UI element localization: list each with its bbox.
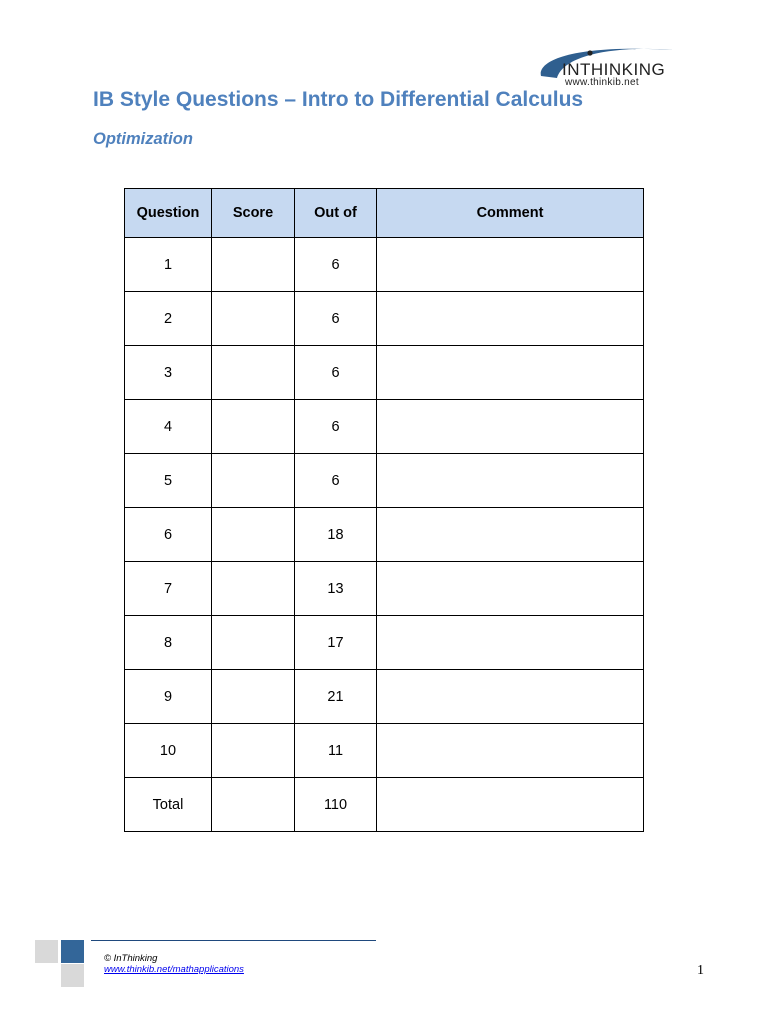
page-number: 1: [697, 963, 704, 978]
cell-score: [212, 454, 295, 508]
header-score: Score: [212, 189, 295, 238]
table-row: [125, 562, 644, 616]
cell-question: 8: [125, 616, 212, 670]
logo-url: www.thinkib.net: [565, 77, 639, 88]
cell-comment: [377, 292, 644, 346]
logo-wordmark: INTHINKING: [562, 60, 666, 79]
table-row: [125, 454, 644, 508]
table-row-total: [125, 778, 644, 832]
cell-out-of: 6: [295, 238, 377, 292]
cell-score: [212, 292, 295, 346]
table-row: [125, 724, 644, 778]
cell-score: [212, 778, 295, 832]
cell-score: [212, 238, 295, 292]
cell-question: 5: [125, 454, 212, 508]
table-row: [125, 508, 644, 562]
cell-out-of: 6: [295, 400, 377, 454]
cell-comment: [377, 400, 644, 454]
table-row: [125, 346, 644, 400]
footer-link[interactable]: www.thinkib.net/mathapplications: [104, 964, 244, 975]
cell-out-of: 11: [295, 724, 377, 778]
cell-question: 3: [125, 346, 212, 400]
cell-score: [212, 400, 295, 454]
cell-comment: [377, 346, 644, 400]
cell-comment: [377, 238, 644, 292]
cell-comment: [377, 508, 644, 562]
cell-score: [212, 616, 295, 670]
footer-divider: [91, 940, 376, 941]
cell-comment: [377, 616, 644, 670]
header-comment: Comment: [377, 189, 644, 238]
footer-copyright: © InThinking: [104, 953, 158, 964]
cell-out-of: 18: [295, 508, 377, 562]
cell-question: 9: [125, 670, 212, 724]
cell-score: [212, 346, 295, 400]
footer-square-light: [61, 964, 84, 987]
footer-square-light: [35, 940, 58, 963]
cell-question: 2: [125, 292, 212, 346]
page-title: IB Style Questions – Intro to Differential Calculus: [93, 88, 584, 111]
cell-question: Total: [125, 778, 212, 832]
cell-out-of: 21: [295, 670, 377, 724]
table-header-row: [125, 189, 644, 238]
page-subtitle: Optimization: [93, 130, 193, 148]
cell-out-of: 6: [295, 292, 377, 346]
cell-comment: [377, 724, 644, 778]
cell-out-of: 110: [295, 778, 377, 832]
cell-out-of: 6: [295, 454, 377, 508]
inthinking-logo: [535, 40, 680, 92]
cell-question: 6: [125, 508, 212, 562]
cell-score: [212, 670, 295, 724]
cell-question: 1: [125, 238, 212, 292]
cell-out-of: 13: [295, 562, 377, 616]
footer-square-dark: [61, 940, 84, 963]
cell-question: 10: [125, 724, 212, 778]
table-row: [125, 238, 644, 292]
header-out-of: Out of: [295, 189, 377, 238]
table-row: [125, 616, 644, 670]
cell-score: [212, 724, 295, 778]
cell-score: [212, 508, 295, 562]
table-row: [125, 292, 644, 346]
cell-comment: [377, 562, 644, 616]
header-question: Question: [125, 189, 212, 238]
cell-out-of: 6: [295, 346, 377, 400]
table-row: [125, 670, 644, 724]
cell-comment: [377, 454, 644, 508]
cell-comment: [377, 778, 644, 832]
cell-question: 4: [125, 400, 212, 454]
cell-question: 7: [125, 562, 212, 616]
cell-out-of: 17: [295, 616, 377, 670]
cell-comment: [377, 670, 644, 724]
table-row: [125, 400, 644, 454]
cell-score: [212, 562, 295, 616]
score-table: [124, 188, 644, 832]
